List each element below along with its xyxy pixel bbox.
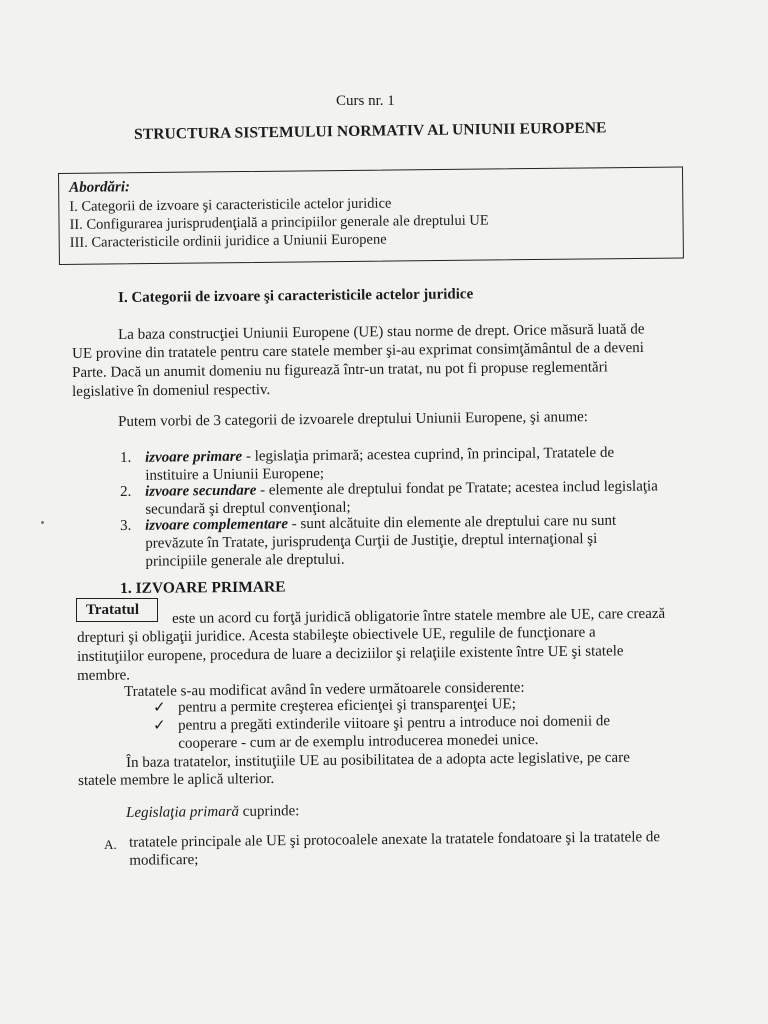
checkmark-icon: ✓ bbox=[153, 699, 166, 716]
check-text: pentru a permite creşterea eficienţei şi transparenţei UE; bbox=[177, 696, 516, 716]
category-term: izvoare secundare bbox=[144, 482, 257, 500]
checkmark-icon: ✓ bbox=[153, 717, 166, 734]
categories-intro: Putem vorbi de 3 categorii de izvoarele dreptului Uniunii Europene, şi anume: bbox=[118, 409, 589, 430]
list-a-label: A. bbox=[104, 836, 117, 852]
approach-item: II. Configurarea jurisprudenţială a principiilor generale ale dreptului UE bbox=[69, 212, 489, 233]
category-text: - sunt alcătuite din elemente ale dreptului care nu sunt bbox=[287, 512, 617, 533]
category-text: instituire a Uniunii Europene; bbox=[145, 465, 325, 484]
basis-line: În baza tratatelor, instituţiile UE au posibilitatea de a adopta acte legislative, pe care bbox=[126, 749, 630, 771]
section-heading: I. Categorii de izvoare şi caracteristicile actelor juridice bbox=[118, 286, 474, 306]
category-number: 3. bbox=[120, 517, 132, 534]
intro-line: Parte. Dacă un anumit domeniu nu figurează într-un tratat, nu pot fi propuse reglementări bbox=[72, 359, 608, 381]
category-term: izvoare complementare bbox=[144, 516, 289, 534]
category-number: 2. bbox=[120, 483, 132, 500]
intro-line: UE provine din tratatele pentru care statele member şi-au exprimat consimţământul de a deveni bbox=[72, 340, 645, 362]
check-text: cooperare - cum ar de exemplu introducerea monedei unice. bbox=[178, 731, 539, 752]
category-term: izvoare primare bbox=[144, 448, 243, 466]
definition-line: membre. bbox=[77, 667, 131, 684]
definition-line: instituţiilor europene, procedura de luare a deciziilor şi relaţiile existente între UE şi statele bbox=[77, 643, 624, 665]
page-title: STRUCTURA SISTEMULUI NORMATIV AL UNIUNII EUROPENE bbox=[134, 119, 607, 143]
intro-line: legislative în domeniul respectiv. bbox=[72, 381, 271, 400]
definition-line: este un acord cu forţă juridică obligatorie între statele membre ale UE, care crează bbox=[172, 605, 666, 627]
category-text: - legislaţia primară; acestea cuprind, în principal, Tratatele de bbox=[242, 444, 615, 465]
primary-legislation-term: Legislaţia primară bbox=[126, 803, 240, 821]
category-number: 1. bbox=[120, 449, 132, 466]
category-text: secundară şi dreptul convenţional; bbox=[145, 499, 351, 518]
tratatul-box: Tratatul bbox=[76, 598, 158, 622]
category-text: principiile generale ale dreptului. bbox=[145, 551, 345, 570]
primary-legislation-line bbox=[126, 803, 300, 822]
approach-item: I. Categorii de izvoare şi caracteristicile actelor juridice bbox=[69, 195, 392, 215]
intro-line: La baza construcţiei Uniunii Europene (UE) stau norme de drept. Orice măsură luată de bbox=[118, 321, 645, 343]
list-a-text: modificare; bbox=[129, 852, 199, 869]
primary-legislation-rest: cuprinde: bbox=[238, 803, 300, 820]
approaches-box bbox=[58, 166, 684, 265]
basis-line: statele membre le aplică ulterior. bbox=[78, 770, 275, 789]
category-text: prevăzute în Tratate, jurisprudenţa Curţii de Justiţie, dreptul internaţional şi bbox=[145, 531, 598, 552]
check-text: pentru a pregăti extinderile viitoare şi pentru a introduce noi domenii de bbox=[177, 713, 611, 734]
scan-speck bbox=[41, 521, 44, 524]
definition-line: drepturi şi obligaţii juridice. Acesta stabileşte obiectivele UE, regulile de funcţionare a bbox=[77, 624, 596, 646]
subsection-heading: 1. IZVOARE PRIMARE bbox=[120, 578, 286, 597]
approaches-heading: Abordări: bbox=[69, 179, 131, 196]
list-a-text: tratatele principale ale UE şi protocoalele anexate la tratatele fondatoare şi la tratatele de bbox=[128, 829, 661, 851]
approach-item: III. Caracteristicile ordinii juridice a Uniunii Europene bbox=[69, 231, 387, 251]
amend-intro: Tratatele s-au modificat având în vedere următoarele considerente: bbox=[124, 679, 525, 700]
category-text: - elemente ale dreptului fondat pe Tratate; acestea includ legislaţia bbox=[256, 478, 658, 499]
course-label: Curs nr. 1 bbox=[336, 93, 395, 109]
